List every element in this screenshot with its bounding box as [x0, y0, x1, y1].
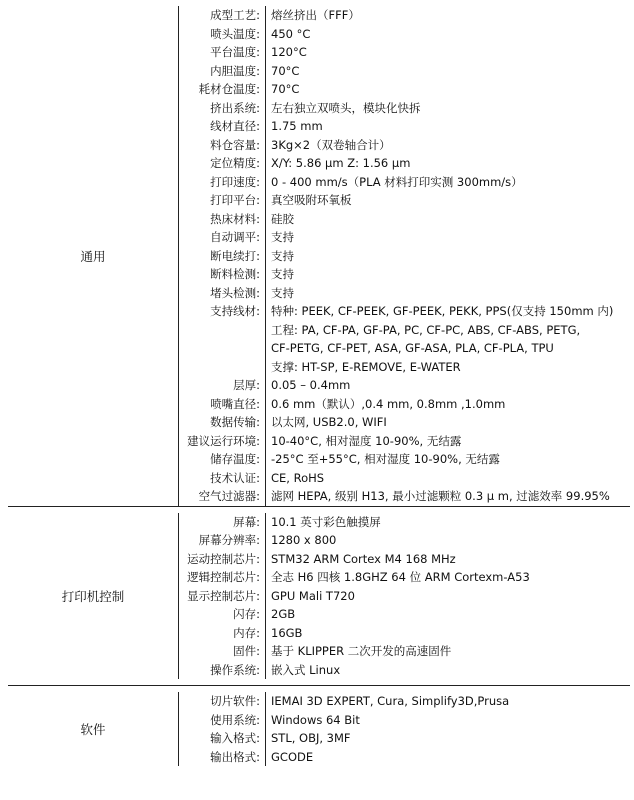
spec-value: 熔丝挤出（FFF） — [271, 8, 360, 22]
spec-row — [179, 376, 630, 395]
section-label: 打印机控制 — [8, 513, 179, 680]
spec-value: GPU Mali T720 — [271, 588, 355, 603]
spec-row — [179, 395, 630, 414]
spec-key: 建议运行环境: — [179, 432, 266, 451]
spec-key: 屏幕: — [179, 513, 266, 532]
spec-key: 自动调平: — [179, 228, 266, 247]
spec-value: 以太网, USB2.0, WIFI — [271, 415, 387, 429]
spec-key: 使用系统: — [179, 711, 266, 730]
spec-key: 耗材仓温度: — [179, 80, 266, 99]
spec-row — [179, 154, 630, 173]
spec-value: 基于 KLIPPER 二次开发的高速固件 — [271, 644, 452, 658]
spec-table — [8, 2, 630, 766]
spec-row — [179, 450, 630, 469]
spec-row — [179, 284, 630, 303]
spec-row — [179, 568, 630, 587]
spec-key: 断料检测: — [179, 265, 266, 284]
section-label: 通用 — [8, 6, 179, 506]
spec-key — [179, 321, 266, 340]
spec-key: 技术认证: — [179, 469, 266, 488]
spec-value: 450 °C — [271, 26, 311, 41]
spec-key: 固件: — [179, 642, 266, 661]
spec-value: CF-PETG, CF-PET, ASA, GF-ASA, PLA, CF-PLA, TPU — [271, 341, 554, 355]
spec-row — [179, 487, 630, 506]
spec-value: 滤网 HEPA, 级别 H13, 最小过滤颗粒 0.3 μ m, 过滤效率 99.95% — [271, 489, 610, 503]
spec-row — [179, 358, 630, 377]
spec-value: GCODE — [271, 749, 314, 764]
spec-key: 内存: — [179, 624, 266, 643]
spec-key: 堵头检测: — [179, 284, 266, 303]
spec-row — [179, 531, 630, 550]
spec-row — [179, 711, 630, 730]
spec-value: 0 - 400 mm/s（PLA 材料打印实测 300mm/s） — [271, 174, 523, 189]
spec-value: 支持 — [271, 230, 294, 244]
spec-key: 成型工艺: — [179, 6, 266, 25]
spec-row — [179, 6, 630, 25]
spec-value: 70°C — [271, 63, 300, 78]
spec-row — [179, 228, 630, 247]
spec-row — [179, 210, 630, 229]
spec-row — [179, 661, 630, 680]
spec-key: 挤出系统: — [179, 99, 266, 118]
spec-value: STM32 ARM Cortex M4 168 MHz — [271, 551, 456, 566]
spec-row — [179, 729, 630, 748]
spec-key: 料仓容量: — [179, 136, 266, 155]
spec-key: 显示控制芯片: — [179, 587, 266, 606]
spec-value: 特种: PEEK, CF-PEEK, GF-PEEK, PEKK, PPS(仅支持 150mm 内) — [271, 304, 614, 318]
spec-key: 热床材料: — [179, 210, 266, 229]
spec-value: 左右独立双喷头，模块化快拆 — [271, 100, 421, 115]
spec-row — [179, 99, 630, 118]
spec-row — [179, 605, 630, 624]
spec-key: 支持线材: — [179, 302, 266, 321]
spec-key — [179, 358, 266, 377]
spec-row — [179, 43, 630, 62]
spec-value: 嵌入式 Linux — [271, 662, 341, 677]
spec-key: 线材直径: — [179, 117, 266, 136]
spec-row — [179, 413, 630, 432]
spec-key: 平台温度: — [179, 43, 266, 62]
spec-value: X/Y: 5.86 μm Z: 1.56 μm — [271, 156, 411, 170]
spec-row — [179, 80, 630, 99]
spec-row — [179, 247, 630, 266]
spec-row — [179, 587, 630, 606]
spec-value: 1.75 mm — [271, 119, 323, 133]
spec-value: 16GB — [271, 625, 303, 640]
spec-row — [179, 339, 630, 358]
spec-value: 0.6 mm（默认）,0.4 mm, 0.8mm ,1.0mm — [271, 396, 506, 411]
spec-key: 输出格式: — [179, 748, 266, 767]
spec-key: 屏幕分辨率: — [179, 531, 266, 550]
spec-value: 硅胶 — [271, 211, 294, 226]
spec-value: 全志 H6 四核 1.8GHZ 64 位 ARM Cortexm-A53 — [271, 570, 530, 584]
spec-key: 切片软件: — [179, 692, 266, 711]
spec-value: Windows 64 Bit — [271, 712, 360, 727]
spec-value: 0.05 – 0.4mm — [271, 378, 351, 392]
spec-value: IEMAI 3D EXPERT, Cura, Simplify3D,Prusa — [271, 694, 510, 708]
spec-key: 闪存: — [179, 605, 266, 624]
spec-key: 定位精度: — [179, 154, 266, 173]
section-rows — [179, 692, 630, 766]
spec-row — [179, 302, 630, 321]
spec-value: 支撑: HT-SP, E-REMOVE, E-WATER — [271, 359, 461, 374]
spec-value: 真空吸附环氧板 — [271, 193, 352, 207]
section-rows — [179, 6, 630, 506]
spec-key: 打印平台: — [179, 191, 266, 210]
spec-value: CE, RoHS — [271, 470, 325, 485]
section-label: 软件 — [8, 692, 179, 766]
spec-key: 喷头温度: — [179, 25, 266, 44]
spec-value: 2GB — [271, 607, 296, 621]
spec-key: 打印速度: — [179, 173, 266, 192]
spec-row — [179, 642, 630, 661]
spec-row — [179, 692, 630, 711]
spec-value: 工程: PA, CF-PA, GF-PA, PC, CF-PC, ABS, CF-ABS, PETG, — [271, 322, 581, 337]
spec-key: 运动控制芯片: — [179, 550, 266, 569]
spec-key: 逻辑控制芯片: — [179, 568, 266, 587]
spec-row — [179, 624, 630, 643]
section-printer-control — [8, 507, 630, 687]
spec-row — [179, 173, 630, 192]
spec-key: 输入格式: — [179, 729, 266, 748]
spec-row — [179, 432, 630, 451]
spec-row — [179, 136, 630, 155]
spec-row — [179, 748, 630, 767]
spec-value: -25°C 至+55°C, 相对湿度 10-90%, 无结露 — [271, 452, 500, 466]
spec-key: 内胆温度: — [179, 62, 266, 81]
spec-row — [179, 550, 630, 569]
spec-key: 断电续打: — [179, 247, 266, 266]
spec-value: 3Kg×2（双卷轴合计） — [271, 137, 391, 152]
spec-key: 数据传输: — [179, 413, 266, 432]
section-rows — [179, 513, 630, 680]
spec-row — [179, 117, 630, 136]
spec-value: 10.1 英寸彩色触摸屏 — [271, 514, 381, 529]
spec-key: 喷嘴直径: — [179, 395, 266, 414]
spec-key: 空气过滤器: — [179, 487, 266, 506]
spec-value: 1280 x 800 — [271, 533, 337, 547]
spec-key: 操作系统: — [179, 661, 266, 680]
spec-value: 120°C — [271, 45, 307, 59]
spec-value: STL, OBJ, 3MF — [271, 731, 351, 745]
section-software — [8, 686, 630, 766]
spec-key: 层厚: — [179, 376, 266, 395]
spec-value: 支持 — [271, 285, 294, 300]
spec-row — [179, 265, 630, 284]
spec-row — [179, 62, 630, 81]
spec-value: 支持 — [271, 267, 294, 281]
section-general — [8, 2, 630, 507]
spec-row — [179, 191, 630, 210]
spec-value: 70°C — [271, 82, 300, 96]
spec-value: 支持 — [271, 248, 294, 263]
spec-row — [179, 469, 630, 488]
spec-key — [179, 339, 266, 358]
spec-key: 储存温度: — [179, 450, 266, 469]
spec-row — [179, 321, 630, 340]
spec-row — [179, 25, 630, 44]
spec-value: 10-40°C, 相对湿度 10-90%, 无结露 — [271, 433, 462, 448]
spec-row — [179, 513, 630, 532]
